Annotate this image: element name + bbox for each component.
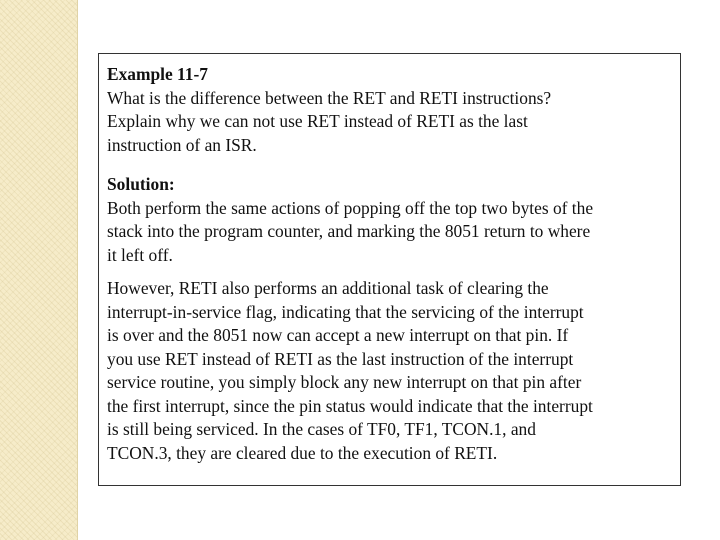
solution-p2-line: TCON.3, they are cleared due to the execution of RETI. [107, 442, 498, 463]
question-line: Explain why we can not use RET instead of RETI as the last [107, 111, 528, 131]
solution-heading: Solution: [107, 174, 175, 194]
solution-p1-line: it left off. [107, 244, 173, 265]
solution-p2-line: is over and the 8051 now can accept a new interrupt on that pin. If [107, 325, 569, 345]
solution-p2-line: interrupt-in-service flag, indicating that the servicing of the interrupt [107, 301, 584, 322]
example-content [107, 63, 675, 465]
example-box [98, 53, 681, 486]
solution-p1-line: stack into the program counter, and marking the 8051 return to where [107, 221, 591, 241]
question-line: instruction of an ISR. [107, 134, 257, 155]
example-title: Example 11-7 [107, 64, 208, 84]
solution-p2-line: the first interrupt, since the pin status would indicate that the interrupt [107, 395, 593, 416]
solution-p1-line: Both perform the same actions of popping off the top two bytes of the [107, 197, 594, 218]
solution-p2-line: However, RETI also performs an additional task of clearing the [107, 278, 549, 298]
spacer [107, 267, 675, 277]
solution-p2-line: service routine, you simply block any new interrupt on that pin after [107, 372, 582, 392]
question-line: What is the difference between the RET and RETI instructions? [107, 87, 552, 108]
solution-p2-line: is still being serviced. In the cases of TF0, TF1, TCON.1, and [107, 419, 536, 439]
decorative-side-band [0, 0, 78, 540]
solution-p2-line: you use RET instead of RETI as the last instruction of the interrupt [107, 348, 574, 369]
spacer [107, 157, 675, 173]
